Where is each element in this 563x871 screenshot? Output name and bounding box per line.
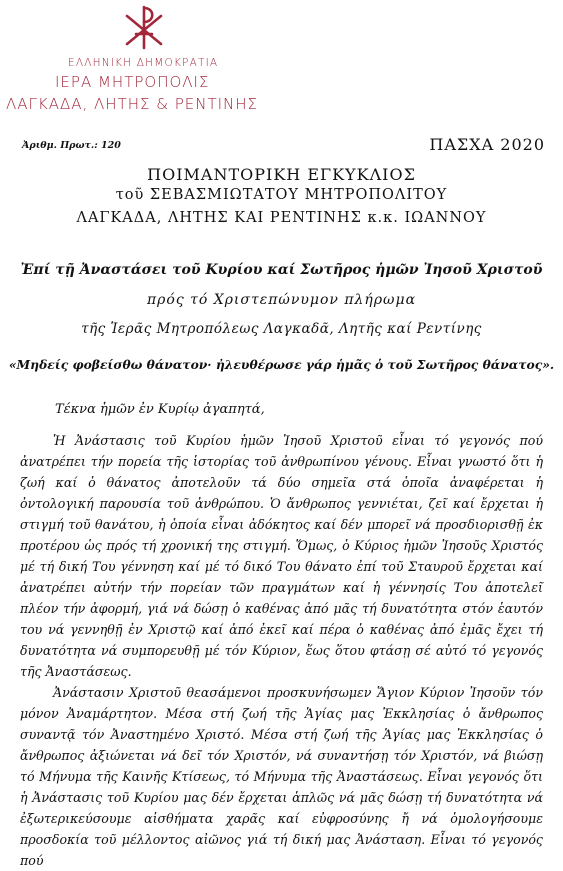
- protocol-number: Ἀριθμ. Πρωτ.: 120: [22, 140, 121, 151]
- title-line-2: τοῦ ΣΕΒΑΣΜΙΩΤΑΤΟΥ ΜΗΤΡΟΠΟΛΙΤΟΥ: [115, 187, 448, 203]
- epigraph-quote: «Μηδείς φοβείσθω θάνατον· ἠλευθέρωσε γάρ ἡμᾶς ὁ τοῦ Σωτῆρος θάνατος».: [8, 357, 555, 372]
- greeting: Τέκνα ἡμῶν ἐν Κυρίῳ ἀγαπητά,: [55, 402, 265, 417]
- document-date: ΠΑΣΧΑ 2020: [429, 135, 545, 154]
- header-line-3: ΛΑΓΚΑΔΑ, ΛΗΤΗΣ & ΡΕΝΤΙΝΗΣ: [6, 95, 259, 113]
- header-line-2: ΙΕΡΑ ΜΗΤΡΟΠΟΛΙΣ: [55, 73, 210, 91]
- body-paragraph: Ἀνάστασιν Χριστοῦ θεασάμενοι προσκυνήσωμεν Ἅγιον Κύριον Ἰησοῦν τόν μόνον Ἀναμάρτητον. Μέσα στή ζωή τῆς Ἁγίας μας Ἐκκλησίας ὁ ἄνθρωπος συναντᾷ τόν Ἀναστημένο Χριστό. Μέσα στή ζωή τῆς Ἁγίας μας Ἐκκλησίας ὁ ἄνθρωπος ἀξιώνεται νά δεῖ τόν Χριστόν, νά συναντήσῃ τόν Χριστόν, νά βιώσῃ τό Μήνυμα τῆς Καινῆς Κτίσεως, τό Μήνυμα τῆς Ἀναστάσεως. Εἶναι γεγονός ὅτι ἡ Ἀνάστασις τοῦ Κυρίου μας δέν ἔρχεται ἁπλῶς νά μᾶς δώσῃ τή δυνατότητα νά ἐξωτερικεύσουμε αἰσθήματα χαρᾶς καί εὐφροσύνης ἤ νά ὁμολογήσουμε προσδοκία τοῦ μέλλοντος αἰῶνος γιά τή δική μας Ἀνάσταση. Εἶναι τό γεγονός πού: [20, 685, 543, 868]
- chi-rho-cross-icon: [121, 4, 167, 50]
- title-line-3: ΛΑΓΚΑΔΑ, ΛΗΤΗΣ ΚΑΙ ΡΕΝΤΙΝΗΣ κ.κ. ΙΩΑΝΝΟΥ: [76, 210, 487, 226]
- subtitle-line-3: τῆς Ἱερᾶς Μητροπόλεως Λαγκαδᾶ, Λητῆς καί Ρεντίνης: [81, 321, 482, 337]
- subtitle-line-2: πρός τό Χριστεπώνυμον πλήρωμα: [146, 292, 417, 308]
- body-paragraph: Ἡ Ἀνάστασις τοῦ Κυρίου ἡμῶν Ἰησοῦ Χριστοῦ εἶναι τό γεγονός πού ἀνατρέπει τήν πορεία τῆς ἱστορίας τοῦ ἀνθρωπίνου γένους. Εἶναι γνωστό ὅτι ἡ ζωή καί ὁ θάνατος ἀποτελοῦν τά δύο σημεῖα στά ὁποῖα ἀναφέρεται ἡ ὀντολογική παρουσία τοῦ ἀνθρώπου. Ὁ ἄνθρωπος γεννιέται, ζεῖ καί ἔρχεται ἡ στιγμή τοῦ θανάτου, ἡ ὁποία εἶναι ἀδόκητος καί δέν μπορεῖ νά προσδιορισθῇ ἐκ προτέρου ὡς πρός τή χρονική της στιγμή. Ὅμως, ὁ Κύριος ἡμῶν Ἰησοῦς Χριστός μέ τή δική Του γέννηση καί μέ τό δικό Του θάνατο ἐπί τοῦ Σταυροῦ ἔρχεται καί ἀνατρέπει αὐτήν τήν πορείαν τῶν πραγμάτων καί ἡ γέννησίς Του ἀποτελεῖ πλέον τήν ἀφορμή, γιά νά δώσῃ ὁ καθένας ἀπό μᾶς τή δυνατότητα στόν ἑαυτόν του νά γεννηθῇ ἐν Χριστῷ καί ἀπό ἐκεῖ καί πέρα ὁ καθένας ἀπό ἐμᾶς ἔχει τή δυνατότητα νά συμπορευθῇ μέ τόν Κύριον, ἕως ὅτου φτάσῃ σέ αὐτό τό γεγονός τῆς Ἀναστάσεως.: [20, 433, 543, 679]
- subtitle-line-1: Ἐπί τῇ Ἀναστάσει τοῦ Κυρίου καί Σωτῆρος ἡμῶν Ἰησοῦ Χριστοῦ: [20, 262, 543, 278]
- header-line-1: ΕΛΛΗΝΙΚΗ ΔΗΜΟΚΡΑΤΙΑ: [68, 57, 219, 69]
- title-line-1: ΠΟΙΜΑΝΤΟΡΙΚΗ ΕΓΚΥΚΛΙΟΣ: [147, 165, 416, 184]
- letterhead: [0, 0, 300, 120]
